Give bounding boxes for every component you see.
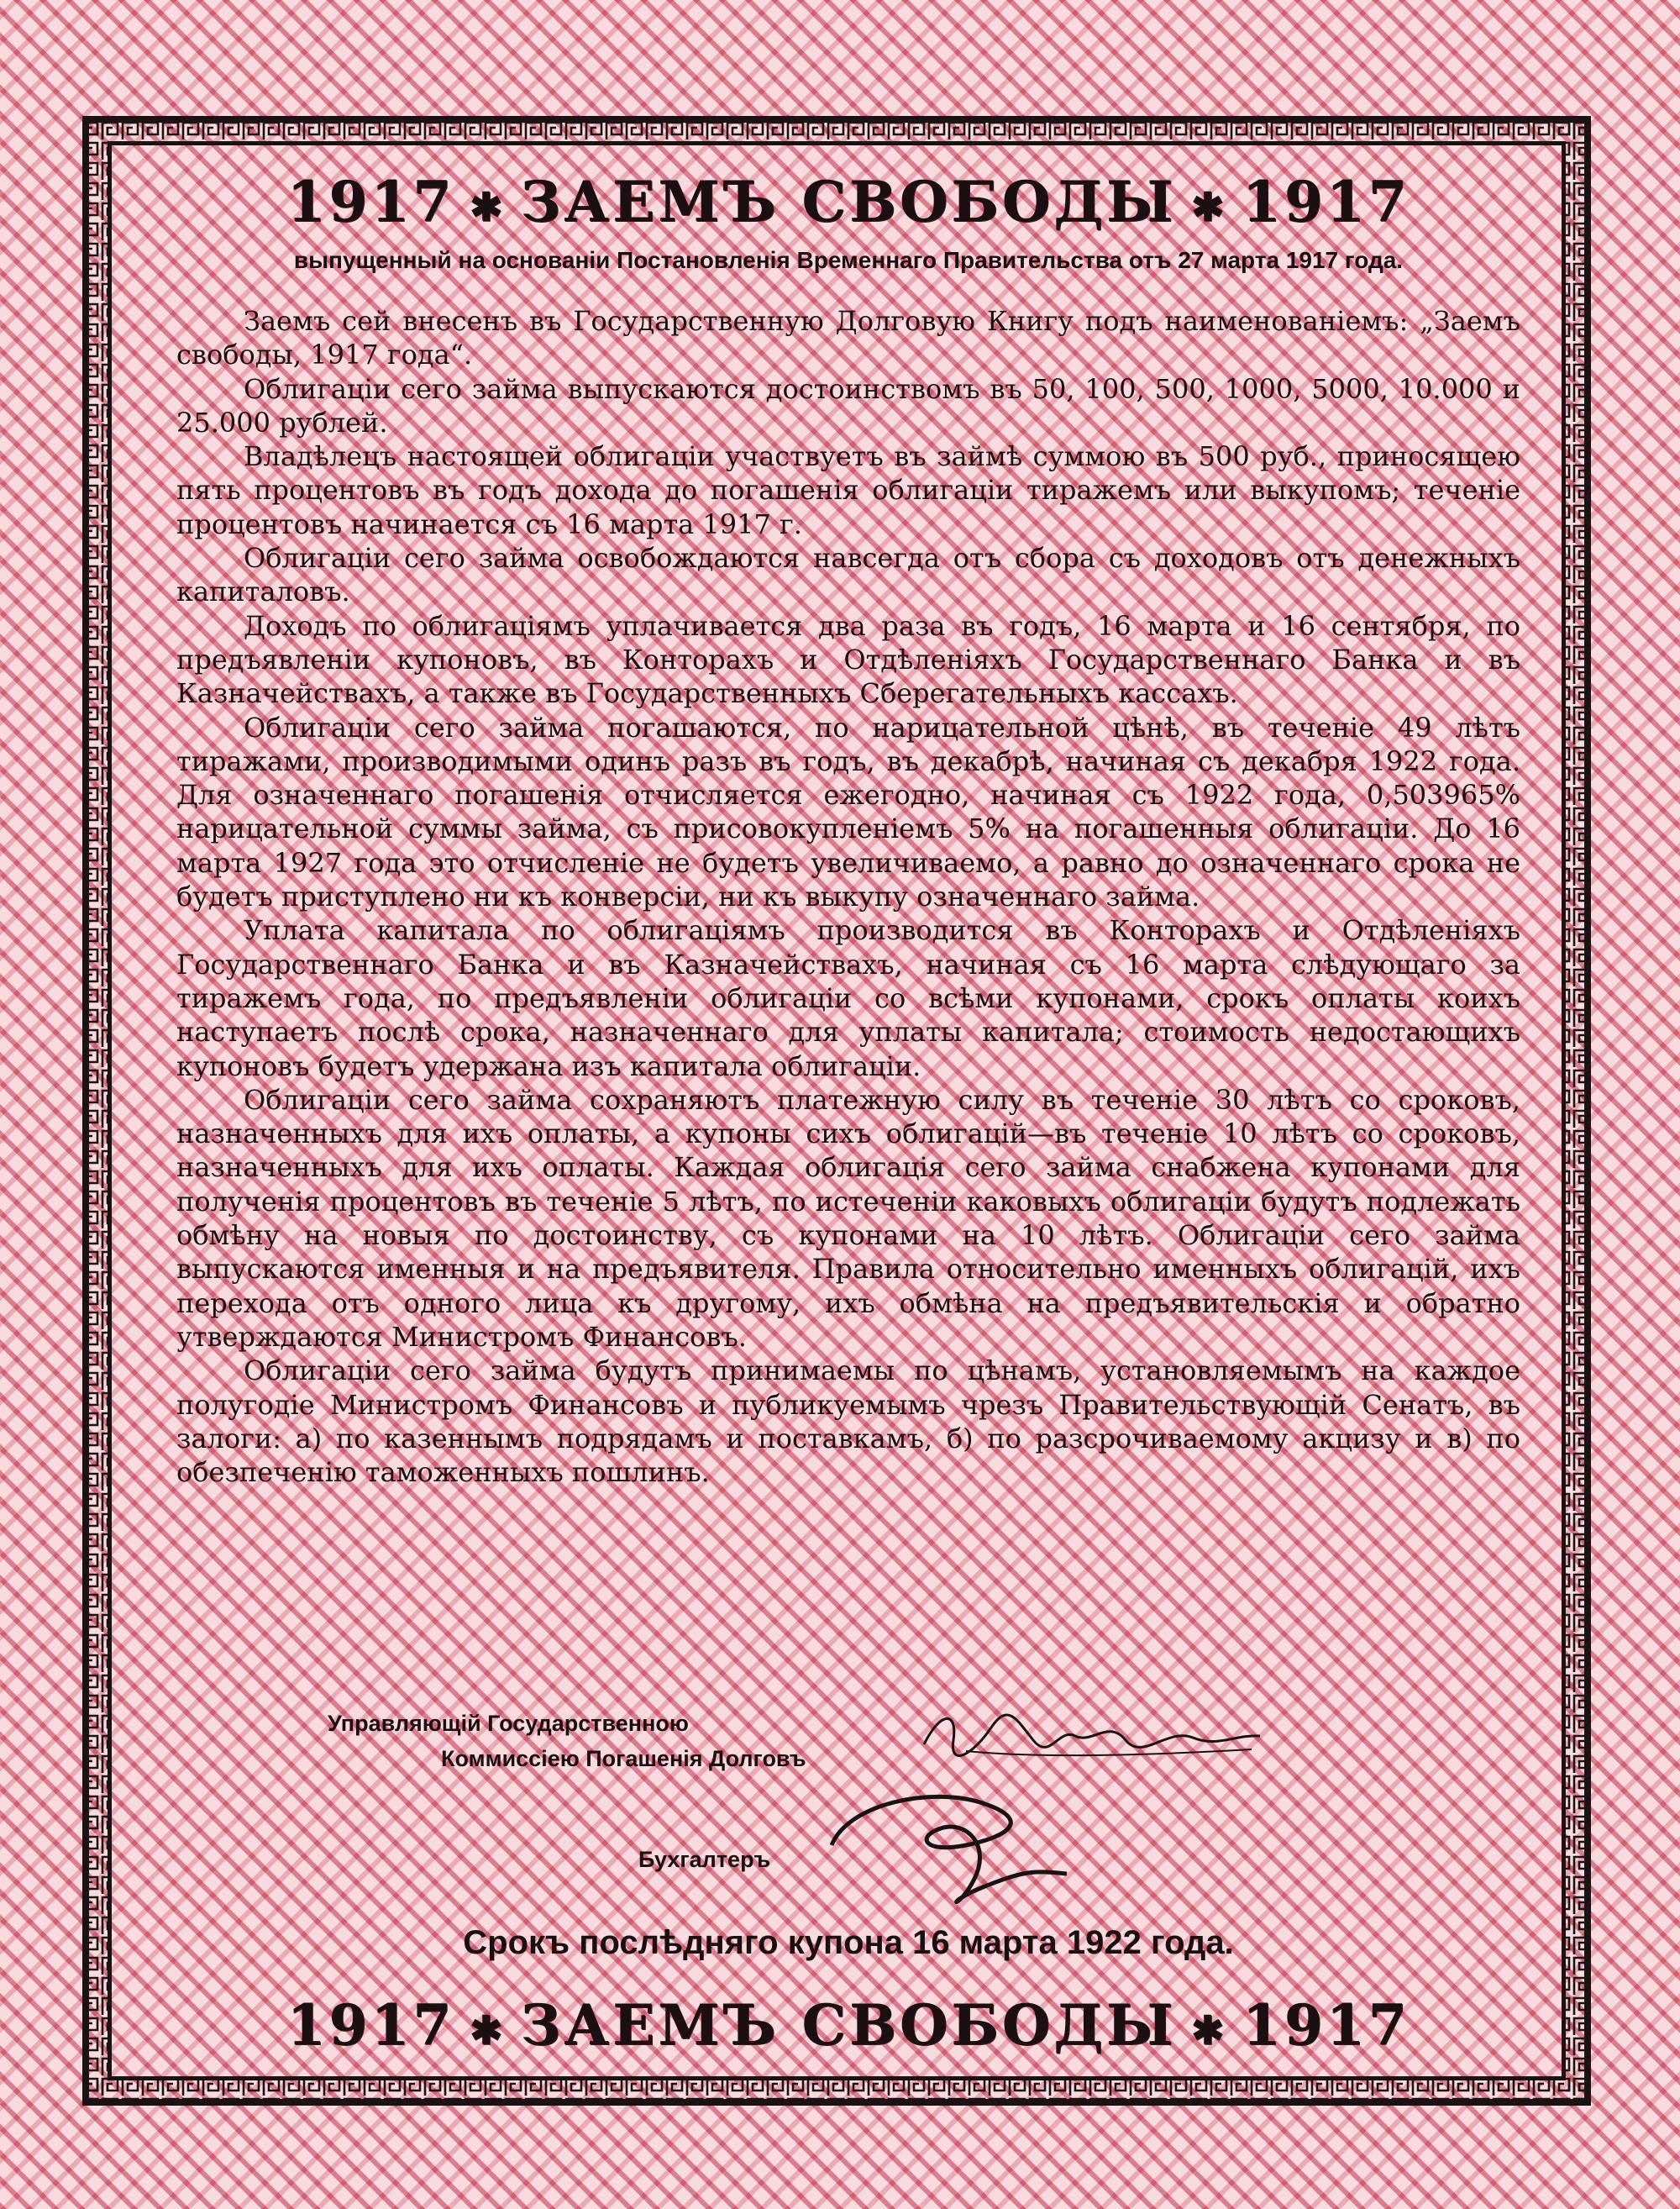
accountant-label: Бухгалтеръ (638, 1847, 771, 1872)
paragraph: Облигаціи сего займа освобождаются навсегда отъ сбора съ доходовъ отъ денежныхъ капиталовъ. (176, 542, 1520, 608)
document-subtitle: выпущенный на основаніи Постановленія Временнаго Правительства отъ 27 марта 1917 года. (293, 247, 1404, 273)
last-coupon-date: Срокъ послѣдняго купона 16 марта 1922 года. (463, 1924, 1234, 1961)
paragraph: Доходъ по облигаціямъ уплачивается два раза въ годъ, 16 марта и 16 сентября, по предъявленіи купоновъ, въ Конторахъ и Отдѣленіяхъ Государственнаго Банка и въ Казначействахъ, а также въ Государственныхъ Сберегательныхъ кассахъ. (176, 609, 1520, 710)
document-title (176, 160, 1520, 244)
paragraph: Облигаціи сего займа сохраняютъ платежную силу въ теченіе 30 лѣтъ со сроковъ, назначенныхъ для ихъ оплаты, а купоны сихъ облигацій—въ теченіе 10 лѣтъ со сроковъ, назначенныхъ для ихъ оплаты. Каждая облигація сего займа снабжена купонами для полученія процентовъ въ теченіе 5 лѣтъ, по истеченіи каковыхъ облигаціи будутъ подлежать обмѣну на новыя по достоинству, съ купонами на 10 лѣтъ. Облигаціи сего займа выпускаются именныя и на предъявителя. Правила относительно именныхъ облигацій, ихъ перехода отъ одного лица къ другому, ихъ обмѣна на предъявительскія и обратно утверждаются Министромъ Финансовъ. (176, 1083, 1520, 1353)
signer-title-line2: Коммиссіею Погашенія Долговъ (441, 1746, 806, 1771)
star-ornament-icon: ✱ (470, 2007, 506, 2053)
body-text (176, 304, 1520, 1489)
title-year-right: 1917 (1242, 169, 1410, 234)
signature-block (176, 1711, 1520, 1912)
manager-signature-icon (916, 1702, 1268, 1770)
paragraph: Облигаціи сего займа будутъ принимаемы по цѣнамъ, установляемымъ на каждое полугодіе Министромъ Финансовъ и публикуемымъ чрезъ Правительствующій Сенатъ, въ залоги: а) по казеннымъ подрядамъ и поставкамъ, б) по разсрочиваемому акцизу и в) по обезпеченію таможенныхъ пошлинъ. (176, 1354, 1520, 1489)
star-ornament-icon: ✱ (470, 184, 506, 229)
signer-title-line1: Управляющій Государственною (328, 1711, 689, 1736)
title-loan-name: ЗАЕМЪ СВОБОДЫ (520, 169, 1177, 234)
star-ornament-icon: ✱ (1191, 2007, 1227, 2053)
paragraph: Облигаціи сего займа погашаются, по нарицательной цѣнѣ, въ теченіе 49 лѣтъ тиражами, производимыми одинъ разъ въ годъ, въ декабрѣ, начиная съ декабря 1922 года. Для означеннаго погашенія отчисляется ежегодно, начиная съ 1922 года, 0,503965% нарицательной суммы займа, съ присовокупленіемъ 5% на погашенныя облигаціи. До 16 марта 1927 года это отчисленіе не будетъ увеличиваемо, а равно до означеннаго срока не будетъ приступлено ни къ конверсіи, ни къ выкупу означеннаго займа. (176, 711, 1520, 913)
paragraph: Заемъ сей внесенъ въ Государственную Долговую Книгу подъ наименованіемъ: „Заемъ свободы, 1917 года“. (176, 305, 1520, 371)
title-year-right: 1917 (1242, 1992, 1410, 2058)
accountant-signature-icon (815, 1786, 1084, 1912)
paragraph: Уплата капитала по облигаціямъ производится въ Конторахъ и Отдѣленіяхъ Государственнаго Банка и въ Казначействахъ, начиная съ 16 марта слѣдующаго за тиражемъ года, по предъявленіи облигаціи со всѣми купонами, срокъ оплаты коихъ наступаетъ послѣ срока, назначеннаго для уплаты капитала; стоимость недостающихъ купоновъ будетъ удержана изъ капитала облигаціи. (176, 914, 1520, 1082)
document-title-bottom (176, 1983, 1520, 2067)
paragraph: Владѣлецъ настоящей облигаціи участвуетъ въ займѣ суммою въ 500 руб., приносящею пять процентовъ въ годъ дохода до погашенія облигаціи тиражемъ или выкупомъ; теченіе процентовъ начинается съ 16 марта 1917 г. (176, 440, 1520, 540)
star-ornament-icon: ✱ (1191, 184, 1227, 229)
document-content (176, 160, 1520, 2059)
paragraph: Облигаціи сего займа выпускаются достоинствомъ въ 50, 100, 500, 1000, 5000, 10.000 и 25.000 рублей. (176, 372, 1520, 439)
title-loan-name: ЗАЕМЪ СВОБОДЫ (520, 1992, 1177, 2058)
title-year-left: 1917 (286, 169, 455, 234)
title-year-left: 1917 (286, 1992, 455, 2058)
